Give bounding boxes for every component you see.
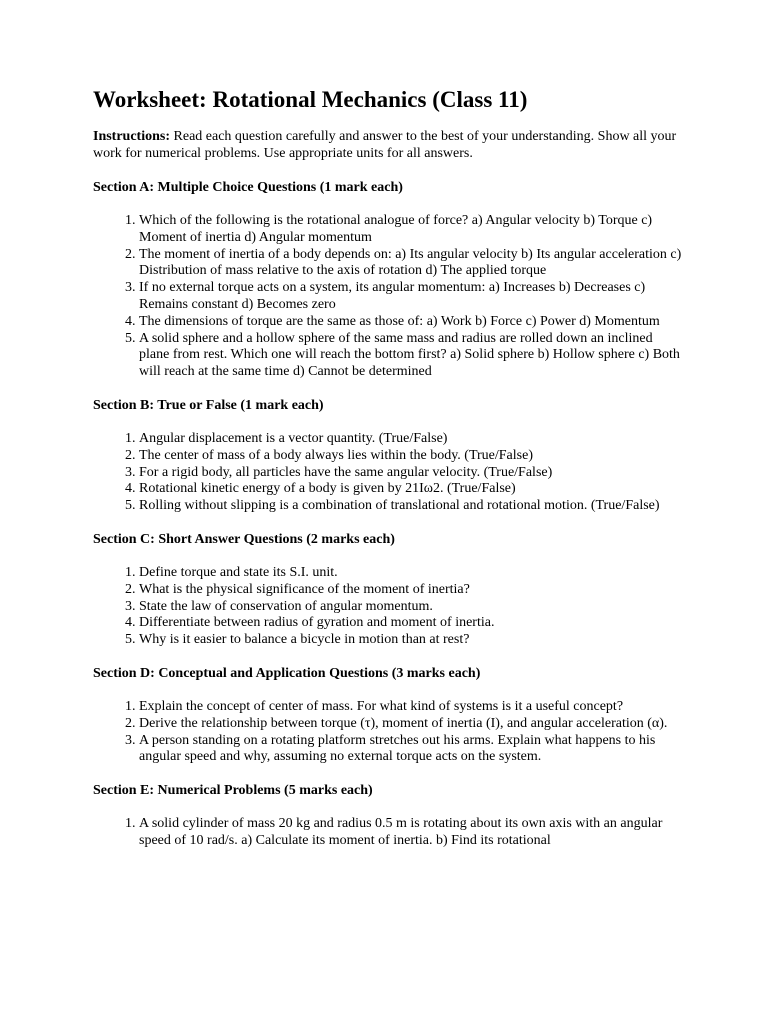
question-item: 2. The center of mass of a body always lies within the body. (True/False): [139, 448, 683, 465]
instructions-paragraph: [93, 128, 683, 162]
question-item: 3. State the law of conservation of angular momentum.: [139, 599, 683, 616]
section-e: [93, 782, 683, 850]
page-title: Worksheet: Rotational Mechanics (Class 11): [93, 87, 528, 112]
section-heading: Section C: Short Answer Questions (2 marks each): [93, 531, 395, 547]
section-b: [93, 397, 683, 515]
instructions-text: Read each question carefully and answer to the best of your understanding. Show all your work for numerical problems. Use appropriate units for all answers.: [93, 129, 677, 161]
section-heading: Section D: Conceptual and Application Questions (3 marks each): [93, 665, 481, 681]
question-list: [93, 699, 683, 766]
question-item: 4. Rotational kinetic energy of a body is given by 21Iω2. (True/False): [139, 481, 683, 498]
question-item: 1. Explain the concept of center of mass. For what kind of systems is it a useful concept?: [139, 699, 683, 716]
section-d: [93, 665, 683, 766]
question-item: 3. A person standing on a rotating platform stretches out his arms. Explain what happens to his angular speed and why, assuming no external torque acts on the system.: [139, 733, 683, 767]
question-item: 2. The moment of inertia of a body depends on: a) Its angular velocity b) Its angular acceleration c) Distribution of mass relative to the axis of rotation d) The applied torque: [139, 247, 683, 281]
section-heading: Section A: Multiple Choice Questions (1 mark each): [93, 180, 403, 195]
question-item: 1. Which of the following is the rotational analogue of force? a) Angular velocity b) Torque c) Moment of inertia d) Angular momentum: [139, 213, 683, 247]
question-item: 5. A solid sphere and a hollow sphere of the same mass and radius are rolled down an inclined plane from rest. Which one will reach the bottom first? a) Solid sphere b) Hollow sphere c) Both will reach at the same time d) Cannot be determined: [139, 331, 683, 381]
question-item: 4. Differentiate between radius of gyration and moment of inertia.: [139, 615, 683, 632]
question-item: 1. Define torque and state its S.I. unit.: [139, 565, 683, 582]
question-item: 4. The dimensions of torque are the same as those of: a) Work b) Force c) Power d) Momentum: [139, 314, 683, 331]
section-a: [93, 179, 683, 381]
sections-container: [93, 179, 683, 850]
question-list: [93, 565, 683, 649]
worksheet-page: [93, 84, 683, 866]
question-item: 3. For a rigid body, all particles have the same angular velocity. (True/False): [139, 465, 683, 482]
instructions-label: Instructions:: [93, 129, 171, 144]
section-heading: Section B: True or False (1 mark each): [93, 397, 324, 413]
question-item: 1. A solid cylinder of mass 20 kg and radius 0.5 m is rotating about its own axis with an angular speed of 10 rad/s. a) Calculate its moment of inertia. b) Find its rotational: [139, 816, 683, 850]
question-list: [93, 431, 683, 515]
question-item: 5. Why is it easier to balance a bicycle in motion than at rest?: [139, 632, 683, 649]
question-item: 5. Rolling without slipping is a combination of translational and rotational motion. (True/False): [139, 498, 683, 515]
question-item: 2. Derive the relationship between torque (τ), moment of inertia (I), and angular acceleration (α).: [139, 716, 683, 733]
question-list: [93, 213, 683, 381]
section-c: [93, 531, 683, 649]
question-item: 1. Angular displacement is a vector quantity. (True/False): [139, 431, 683, 448]
question-list: [93, 816, 683, 850]
section-heading: Section E: Numerical Problems (5 marks each): [93, 783, 373, 799]
question-item: 2. What is the physical significance of the moment of inertia?: [139, 582, 683, 599]
question-item: 3. If no external torque acts on a system, its angular momentum: a) Increases b) Decreases c) Remains constant d) Becomes zero: [139, 280, 683, 314]
